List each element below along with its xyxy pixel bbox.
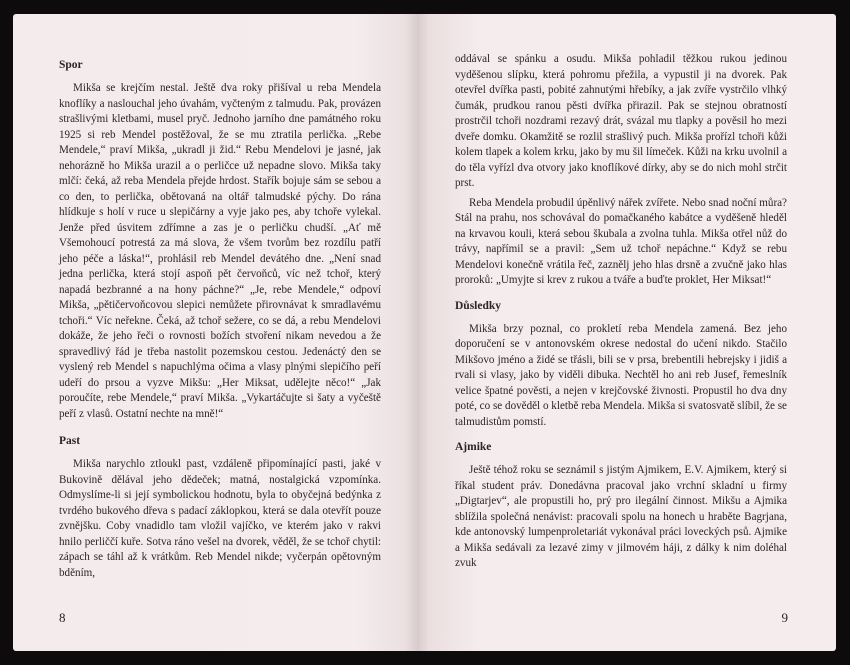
paragraph: Ještě téhož roku se seznámil s jistým Ajmikem, E.V. Ajmikem, který si říkal student práv. Donedávna pracoval jako vrchní skladní u firmy „Digtarjev“, ale propustili ho, prý pro ilegální činnost. Mikšu a Ajmika sblížila společná nenávist: pracovali spolu na honech u hraběte Bagrjana, kde antonovský lumpenproletariát vykonával práci loveckých psů. Ajmike a Mikša sedávali za lezavé zimy v jilmovém háji, z dálky k nim doléhal zvuk [455,464,787,569]
section-spor [59,58,381,422]
paragraph: Mikša narychlo ztloukl past, vzdáleně připomínající pasti, jaké v Bukovině dělával jeho dědeček; matná, nostalgická vzpomínka. Odmyslíme-li si její symbolickou hodnotu, byla to obyčejná bedýnka z tvrdého bukového dřeva s padací záklopkou, která se dala otevřít pouze zvnějšku. Coby vnadidlo tam vložil vajíčko, ve kterém jako v rakvi hnilo perliččí kuře. Sotva ráno vešel na dvorek, věděl, že se tchoř chytil: zápach se táhl až k vrátkům. Reb Mendel nikde; vyčerpán opětovným bděním, [59,458,381,579]
section-heading: Spor [59,59,83,71]
page-number: 8 [59,610,66,625]
right-page [417,14,836,651]
left-text-column [59,56,381,590]
section-heading: Ajmike [455,441,492,453]
right-text-column [455,52,787,581]
section-ajmike [455,440,787,572]
section-heading: Past [59,435,81,447]
section-heading: Důsledky [455,299,502,312]
paragraph: Reba Mendela probudil úpěnlivý nářek zvířete. Nebo snad noční můra? Stál na prahu, nos schovával do pomačkaného kabátce a vyděšeně hleděl na krvavou kouli, která sebou škubala a zvolna tuhla. Mikša otřel nůž do trávy, napřímil se a pravil: „Sem už tchoř nepáchne.“ Když se rebu Mendelovi konečně vrátila řeč, zaznělj jeho hlas drsně a zvučně jako hlas proroků: „Umyjte si krev z rukou a tváře a buďte proklet, Her Miksat!“ [455,196,787,286]
paragraph: Mikša brzy poznal, co prokletí reba Mendela zamená. Bez jeho doporučení se v antonovském okrese nedostal do učení nikdo. Stačilo Mikšovo jméno a židé se třásli, bili se v prsa, brebentili hebrejsky i jidiš a rvali si vlasy, jako by viděli dibuka. Nechtěl ho ani reb Jusef, řemeslník velice špatné pověsti, a nejen v krejčovské živnosti. Propustil ho dva dny poté, co se dověděl o kletbě reba Mendela. Mikša si svatosvatě slíbil, že se talmudistům pomstí. [455,322,787,428]
paragraph: oddával se spánku a osudu. Mikša pohladil těžkou rukou jedinou vyděšenou slípku, která pohromu přežila, a vypustil ji na dvorek. Pak otevřel dvířka pasti, pobité zahnutými hřebíky, a jak zvíře vystrčilo vlhký čumák, prudkou ranou pěsti dvířka přirazil. Pak se stejnou obratností prostrčil tchoři nozdrami rezavý drát, svázal mu tlapky a pověsil ho mezi dveře domku. Okamžitě se rozlil strašlivý puch. Mikša prořízl tchoři kůži kolem tlapek a kolem krku, jako by mu šil límeček. Kůži na krku uvolnil a do těla vyřízl dva otvory jako knoflíkové dírky, aby se do nich mohl strčit prst. [455,53,787,189]
book-spread [13,14,836,651]
section-dusledky [455,299,787,431]
paragraph: Mikša se krejčím nestal. Ještě dva roky přišíval u reba Mendela knoflíky a naslouchal jeho úvahám, vyčteným z talmudu. Pak, provázen strašlivými kletbami, musel pryč. Jednoho jarního dne památného roku 1925 si reb Mendel postěžoval, že se mu ztratila perlička. „Rebe Mendele,“ praví Mikša, „ukradl ji žid.“ Rebu Mendelovi je jasné, jak nehorázně ho Mikša urazil a o perličce už nepadne slovo. Mikša taky mlčí: čeká, až reba Mendela přejde hrdost. Stařík bojuje sám se sebou a co den, to perličkа, obětovaná na oltář talmudské pýchy. Do rána hlídkuje s holí v ruce u slepičárny a vyje jako pes, aby tchoře vylekal. Jenže před úsvitem zdřímne a zas je o perličku chudší. „Ať mě Všemohoucí potrestá za má slova, že všem tvorům bez rozdílu patří jeho péče a láska!“, prohlásil reb Mendel devátého dne. „Není snad jedna perlička, která stojí aspoň pět červoňců, víc než tchoř, který napadá bezbranné a na hony páchne?“ „Je, rebe Mendele,“ odpoví Mikša, „pětičervoňcovou slepici nemůžete přirovnávat k smradlavému tchoři.“ Víc neřekne. Čeká, až tchoř sežere, co se dá, a rebu Mendelovi dokáže, že jeho řeči o rovnosti božích stvoření nikam nevedou a že spravedlivý řád je třeba nastolit pozemskou cestou. Jedenáctý den se vyslený reb Mendel s napuchlýma očima a vlasy plnými slepičího peří udeří do prsou a vyzve Mikšu: „Her Miksat, udělejte něco!“ „Jak poroučíte, rebe Mendele,“ praví Mikša. „Vykartáčujte si šaty a vyčeště peří z vlasů. Ostatní nechte na mně!“ [59,82,381,420]
section-past [59,434,381,581]
left-page [13,14,417,651]
page-number: 9 [781,610,788,625]
section-continued [455,52,787,289]
